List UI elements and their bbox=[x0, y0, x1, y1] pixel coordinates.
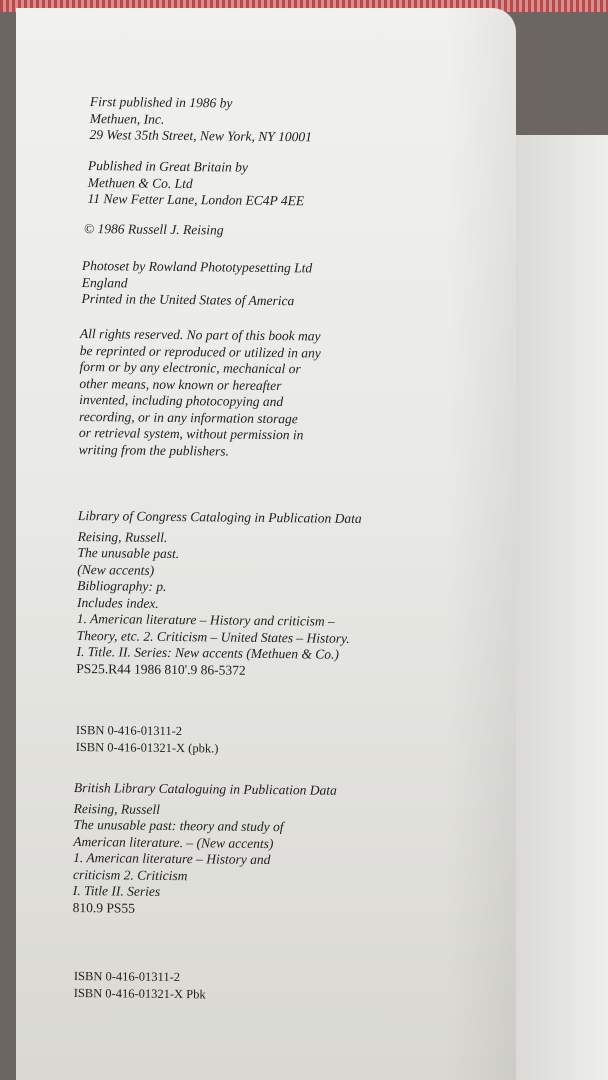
loc-cip-line: (New accents) bbox=[77, 561, 155, 578]
bl-cip-line: The unusable past: theory and study of bbox=[73, 816, 284, 835]
uk-publisher-block bbox=[87, 158, 304, 210]
rights-line: writing from the publishers. bbox=[78, 441, 230, 459]
loc-cip-line: I. Title. II. Series: New accents (Methuen & Co.) bbox=[76, 643, 340, 662]
us-publisher-line: First published in 1986 by bbox=[89, 94, 233, 111]
bl-cip-class-line: 810.9 PS55 bbox=[72, 899, 136, 916]
loc-cip-line: Theory, etc. 2. Criticism – United States – History. bbox=[76, 627, 350, 646]
rights-line: form or by any electronic, mechanical or bbox=[79, 358, 301, 377]
loc-cip-block bbox=[76, 508, 362, 680]
rights-line: recording, or in any information storage bbox=[78, 408, 298, 426]
rights-block bbox=[79, 326, 321, 461]
copyright-page bbox=[16, 8, 516, 1080]
rights-line: be reprinted or reproduced or utilized in any bbox=[79, 342, 321, 361]
us-publisher-line: 29 West 35th Street, New York, NY 10001 bbox=[89, 126, 313, 145]
copyright-line: © 1986 Russell J. Reising bbox=[83, 221, 224, 238]
bl-cip-line: criticism 2. Criticism bbox=[72, 866, 188, 883]
us-publisher-line: Methuen, Inc. bbox=[89, 110, 165, 127]
loc-cip-heading: Library of Congress Cataloging in Publication Data bbox=[77, 508, 362, 526]
loc-cip-call-number: PS25.R44 1986 810'.9 86-5372 bbox=[76, 660, 246, 678]
bl-isbn-line: ISBN 0-416-01321-X Pbk bbox=[73, 985, 206, 1001]
loc-isbn-block bbox=[76, 722, 219, 756]
rights-line: other means, now known or hereafter bbox=[79, 375, 282, 393]
loc-isbn-line: ISBN 0-416-01311-2 bbox=[75, 722, 183, 739]
rights-line: or retrieval system, without permission in bbox=[78, 424, 304, 443]
bl-cip-heading: British Library Cataloguing in Publication Data bbox=[73, 780, 337, 798]
rights-line: All rights reserved. No part of this book may bbox=[79, 326, 321, 344]
printing-line: Photoset by Rowland Phototypesetting Ltd bbox=[81, 258, 313, 276]
bl-cip-line: American literature. – (New accents) bbox=[73, 833, 274, 851]
us-publisher-block bbox=[89, 94, 312, 146]
copyright-notice bbox=[84, 221, 224, 239]
uk-publisher-line: Methuen & Co. Ltd bbox=[87, 174, 193, 191]
bl-isbn-line: ISBN 0-416-01311-2 bbox=[73, 968, 181, 985]
bl-cip-line: I. Title II. Series bbox=[72, 882, 161, 899]
loc-cip-line: The unusable past. bbox=[77, 544, 180, 562]
loc-cip-line: Includes index. bbox=[76, 594, 159, 611]
bl-isbn-block bbox=[74, 968, 206, 1002]
bl-cip-line: Reising, Russell bbox=[73, 800, 161, 817]
uk-publisher-line: Published in Great Britain by bbox=[87, 158, 248, 175]
loc-isbn-line: ISBN 0-416-01321-X (pbk.) bbox=[75, 739, 219, 755]
loc-cip-line: Reising, Russell. bbox=[77, 528, 168, 545]
printing-block bbox=[81, 258, 312, 310]
rights-line: invented, including photocopying and bbox=[79, 391, 284, 410]
bl-cip-block bbox=[73, 780, 337, 919]
printing-line: England bbox=[81, 274, 128, 290]
loc-cip-line: Bibliography: p. bbox=[77, 577, 167, 594]
loc-cip-line: 1. American literature – History and criticism – bbox=[76, 610, 335, 629]
uk-publisher-line: 11 New Fetter Lane, London EC4P 4EE bbox=[87, 190, 305, 209]
bl-cip-line: 1. American literature – History and bbox=[73, 849, 271, 868]
printing-line: Printed in the United States of America bbox=[81, 290, 295, 309]
